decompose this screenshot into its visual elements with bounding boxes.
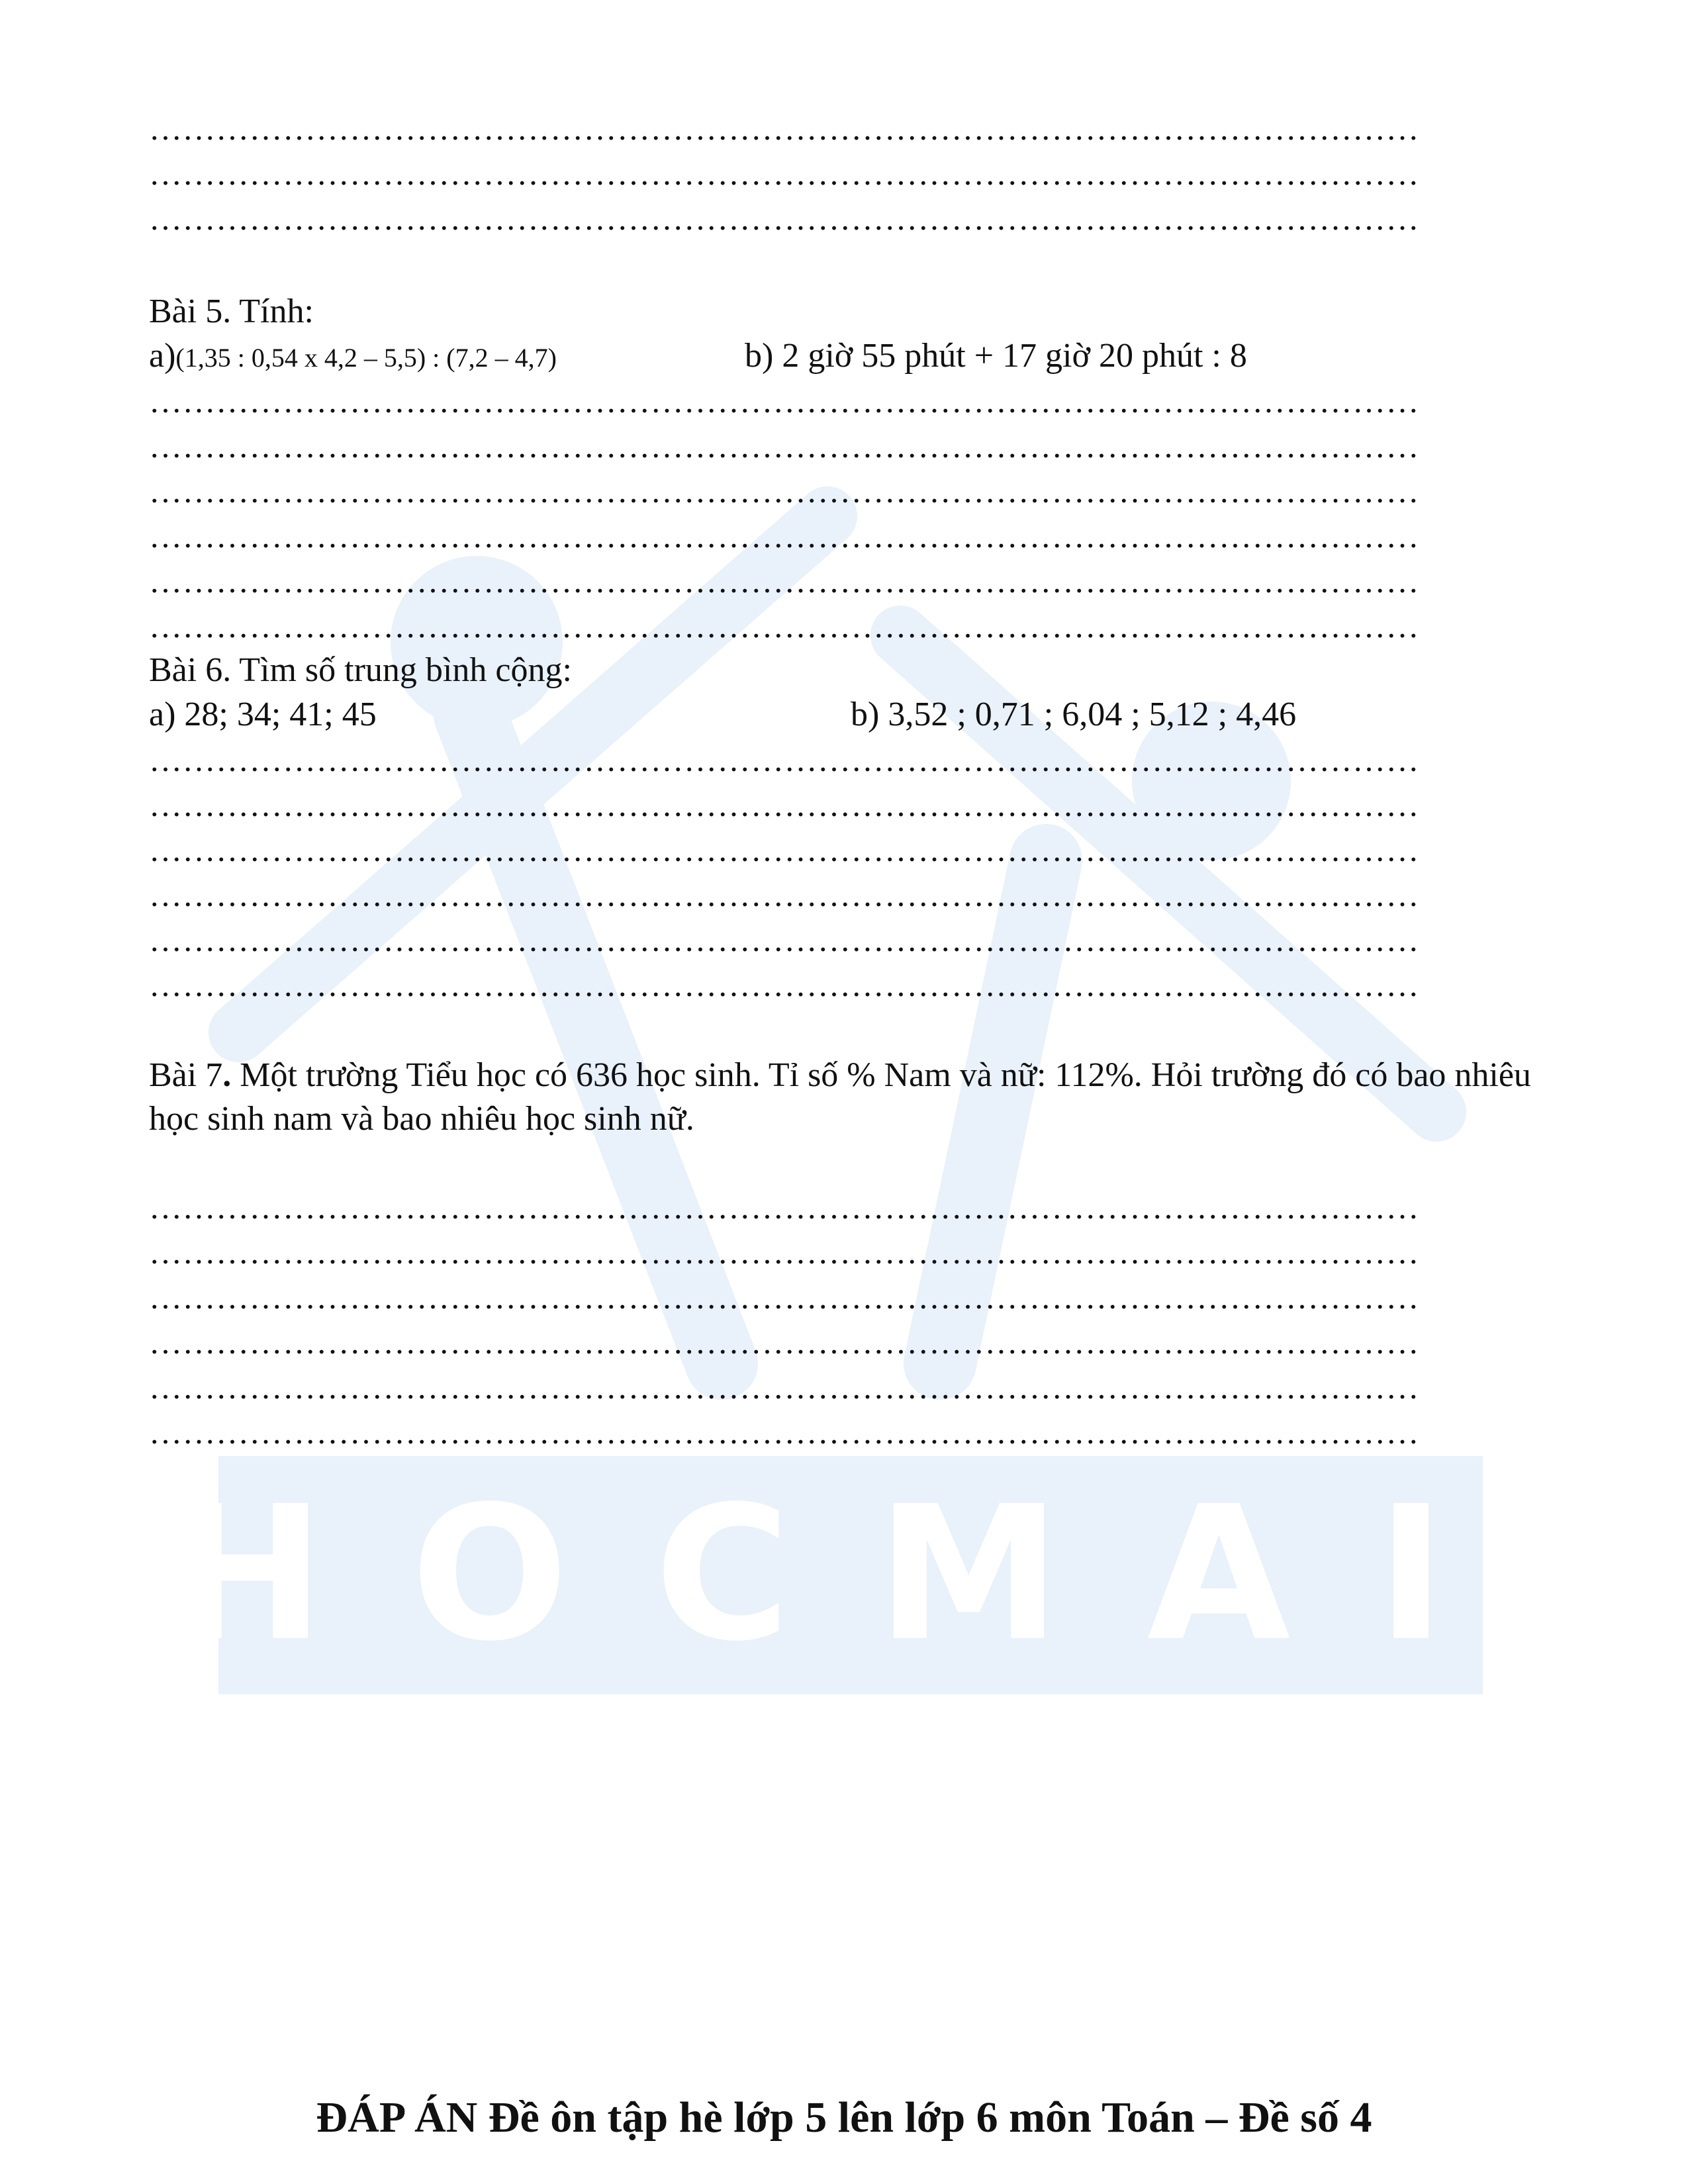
answer-line: ……………………………………………………………………………………………………: [149, 473, 1419, 510]
answer-line: ……………………………………………………………………………………………………: [149, 155, 1419, 192]
answer-line: ……………………………………………………………………………………………………: [149, 876, 1419, 913]
exercise-6b: b) 3,52 ; 0,71 ; 6,04 ; 5,12 ; 4,46: [851, 696, 1297, 733]
answer-line: ……………………………………………………………………………………………………: [149, 200, 1419, 237]
answer-line: ……………………………………………………………………………………………………: [149, 786, 1419, 823]
answer-line: ……………………………………………………………………………………………………: [149, 1369, 1419, 1406]
answer-line: ……………………………………………………………………………………………………: [149, 518, 1419, 555]
exercise-5a-label: a): [149, 337, 176, 375]
watermark-banner: [218, 1456, 1483, 1694]
exercise-5: [149, 290, 1546, 649]
answer-line: ……………………………………………………………………………………………………: [149, 563, 1419, 600]
exercise-6: [149, 649, 1546, 1007]
answer-line: ……………………………………………………………………………………………………: [149, 1279, 1419, 1316]
exercise-5a-expression: (1,35 : 0,54 x 4,2 – 5,5) : (7,2 – 4,7): [175, 343, 557, 373]
answer-line: ……………………………………………………………………………………………………: [149, 428, 1419, 465]
answer-line: ……………………………………………………………………………………………………: [149, 1189, 1419, 1226]
exercise-5-items: [149, 334, 1546, 379]
answer-line: ……………………………………………………………………………………………………: [149, 110, 1419, 147]
answer-line: ……………………………………………………………………………………………………: [149, 608, 1419, 645]
watermark-text: HOCMAI: [218, 1467, 1483, 1682]
watermark-logo-text: [218, 1456, 1483, 1694]
exercise-5b: b) 2 giờ 55 phút + 17 giờ 20 phút : 8: [745, 337, 1247, 375]
exercise-5a: [149, 334, 557, 381]
exercise-7-dot: .: [222, 1056, 232, 1094]
exercise-7: [149, 1054, 1546, 1455]
exercise-5-title: Bài 5. Tính:: [149, 293, 314, 330]
answer-line: ……………………………………………………………………………………………………: [149, 921, 1419, 958]
exercise-6a: a) 28; 34; 41; 45: [149, 696, 377, 733]
answer-line: ……………………………………………………………………………………………………: [149, 966, 1419, 1003]
answer-line: ……………………………………………………………………………………………………: [149, 1324, 1419, 1361]
exercise-6-items: [149, 692, 1546, 737]
answer-line: ……………………………………………………………………………………………………: [149, 1234, 1419, 1271]
answer-key-heading: ĐÁP ÁN Đề ôn tập hè lớp 5 lên lớp 6 môn Toán – Đề số 4: [316, 2093, 1372, 2142]
answer-line: ……………………………………………………………………………………………………: [149, 383, 1419, 420]
answer-line: ……………………………………………………………………………………………………: [149, 1414, 1419, 1451]
answer-lines-top: [149, 106, 1546, 241]
document-body: [149, 106, 1546, 1455]
exercise-7-problem: Một trường Tiểu học có 636 học sinh. Tỉ số % Nam và nữ: 112%. Hỏi trường đó có bao nhiêu học sinh nam và bao nhiêu học sinh nữ.: [149, 1056, 1531, 1138]
exercise-7-text: [149, 1054, 1546, 1141]
answer-line: ……………………………………………………………………………………………………: [149, 741, 1419, 778]
exercise-6-title: Bài 6. Tìm số trung bình cộng:: [149, 651, 572, 689]
answer-line: ……………………………………………………………………………………………………: [149, 831, 1419, 868]
exercise-7-label: Bài 7: [149, 1056, 223, 1094]
